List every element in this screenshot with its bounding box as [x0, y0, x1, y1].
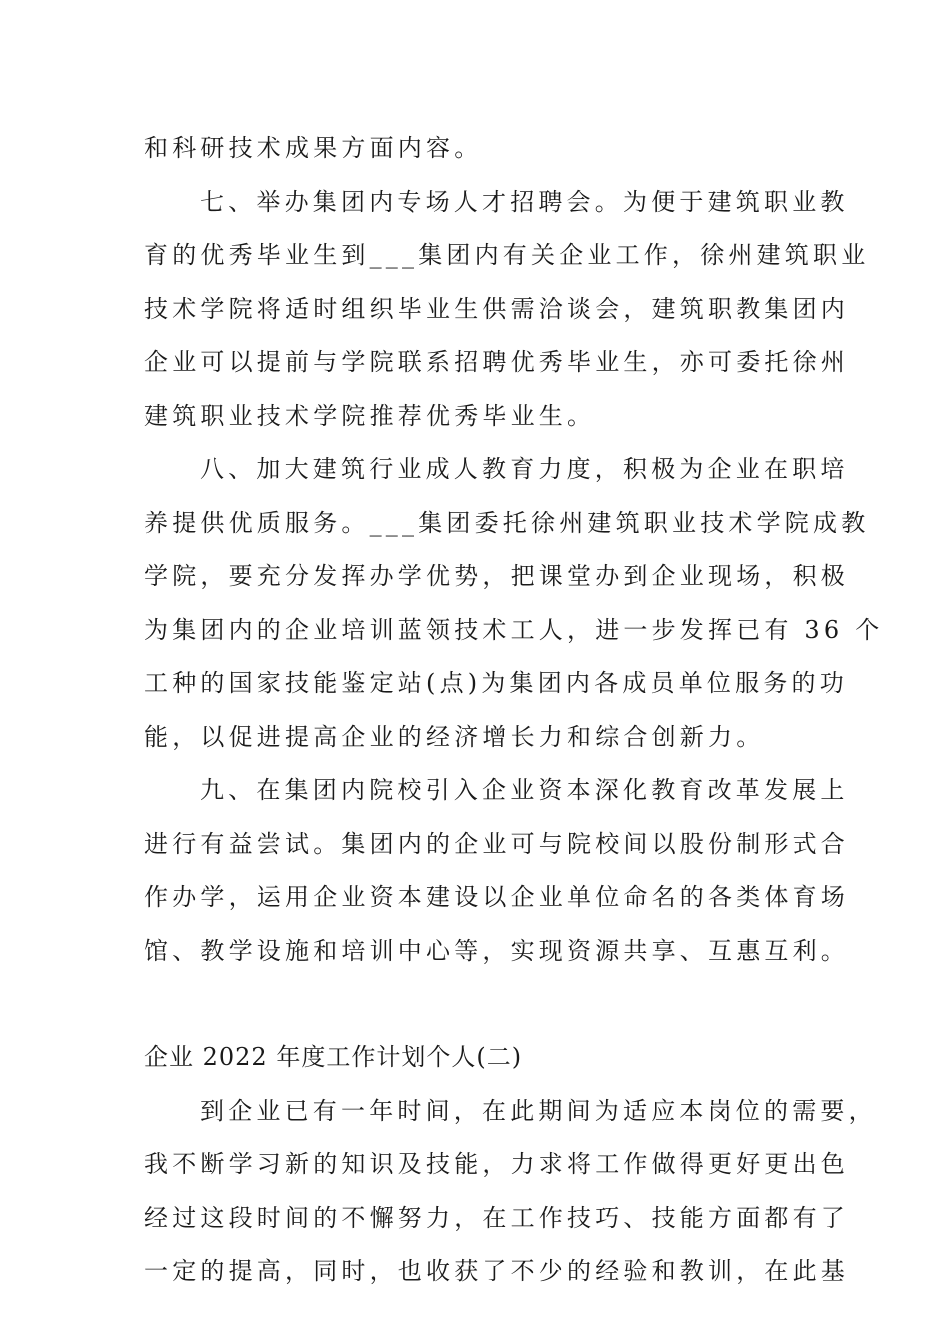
text-line: 学院，要充分发挥办学优势，把课堂办到企业现场，积极 [144, 562, 849, 590]
text-line: 作办学，运用企业资本建设以企业单位命名的各类体育场 [144, 883, 849, 911]
text-line: 技术学院将适时组织毕业生供需洽谈会，建筑职教集团内 [144, 294, 849, 323]
section-spacer [144, 978, 808, 1031]
text-line: 进行有益尝试。集团内的企业可与院校间以股份制形式合 [144, 829, 849, 858]
paragraph-9 [144, 764, 849, 978]
text-line: 和科研技术成果方面内容。 [144, 134, 483, 162]
section-heading: 企业 2022 年度工作计划个人(二) [144, 1043, 523, 1071]
document-page [144, 122, 884, 1299]
text-line: 为集团内的企业培训蓝领技术工人，进一步发挥已有 36 个 [144, 615, 884, 644]
text-line: 馆、教学设施和培训中心等，实现资源共享、互惠互利。 [144, 936, 849, 965]
text-line: 八、加大建筑行业成人教育力度，积极为企业在职培 [200, 455, 849, 483]
text-line: 七、举办集团内专场人才招聘会。为便于建筑职业教 [200, 187, 849, 216]
text-line: 育的优秀毕业生到___集团内有关企业工作，徐州建筑职业 [144, 241, 870, 269]
paragraph-intro [144, 1085, 877, 1299]
paragraph-6-continuation [144, 122, 808, 176]
text-line: 养提供优质服务。___集团委托徐州建筑职业技术学院成教 [144, 508, 870, 537]
paragraph-8 [144, 443, 884, 764]
paragraph-7 [144, 176, 870, 444]
text-line: 能，以促进提高企业的经济增长力和综合创新力。 [144, 722, 765, 751]
text-line: 经过这段时间的不懈努力，在工作技巧、技能方面都有了 [144, 1203, 849, 1232]
text-line: 九、在集团内院校引入企业资本深化教育改革发展上 [200, 776, 849, 804]
text-line: 建筑职业技术学院推荐优秀毕业生。 [144, 401, 596, 430]
text-line: 企业可以提前与学院联系招聘优秀毕业生，亦可委托徐州 [144, 348, 849, 376]
text-line: 我不断学习新的知识及技能，力求将工作做得更好更出色 [144, 1150, 849, 1178]
text-line: 工种的国家技能鉴定站(点)为集团内各成员单位服务的功 [144, 669, 848, 697]
text-line: 到企业已有一年时间，在此期间为适应本岗位的需要， [200, 1096, 877, 1125]
text-line: 一定的提高，同时，也收获了不少的经验和教训，在此基 [144, 1257, 849, 1285]
